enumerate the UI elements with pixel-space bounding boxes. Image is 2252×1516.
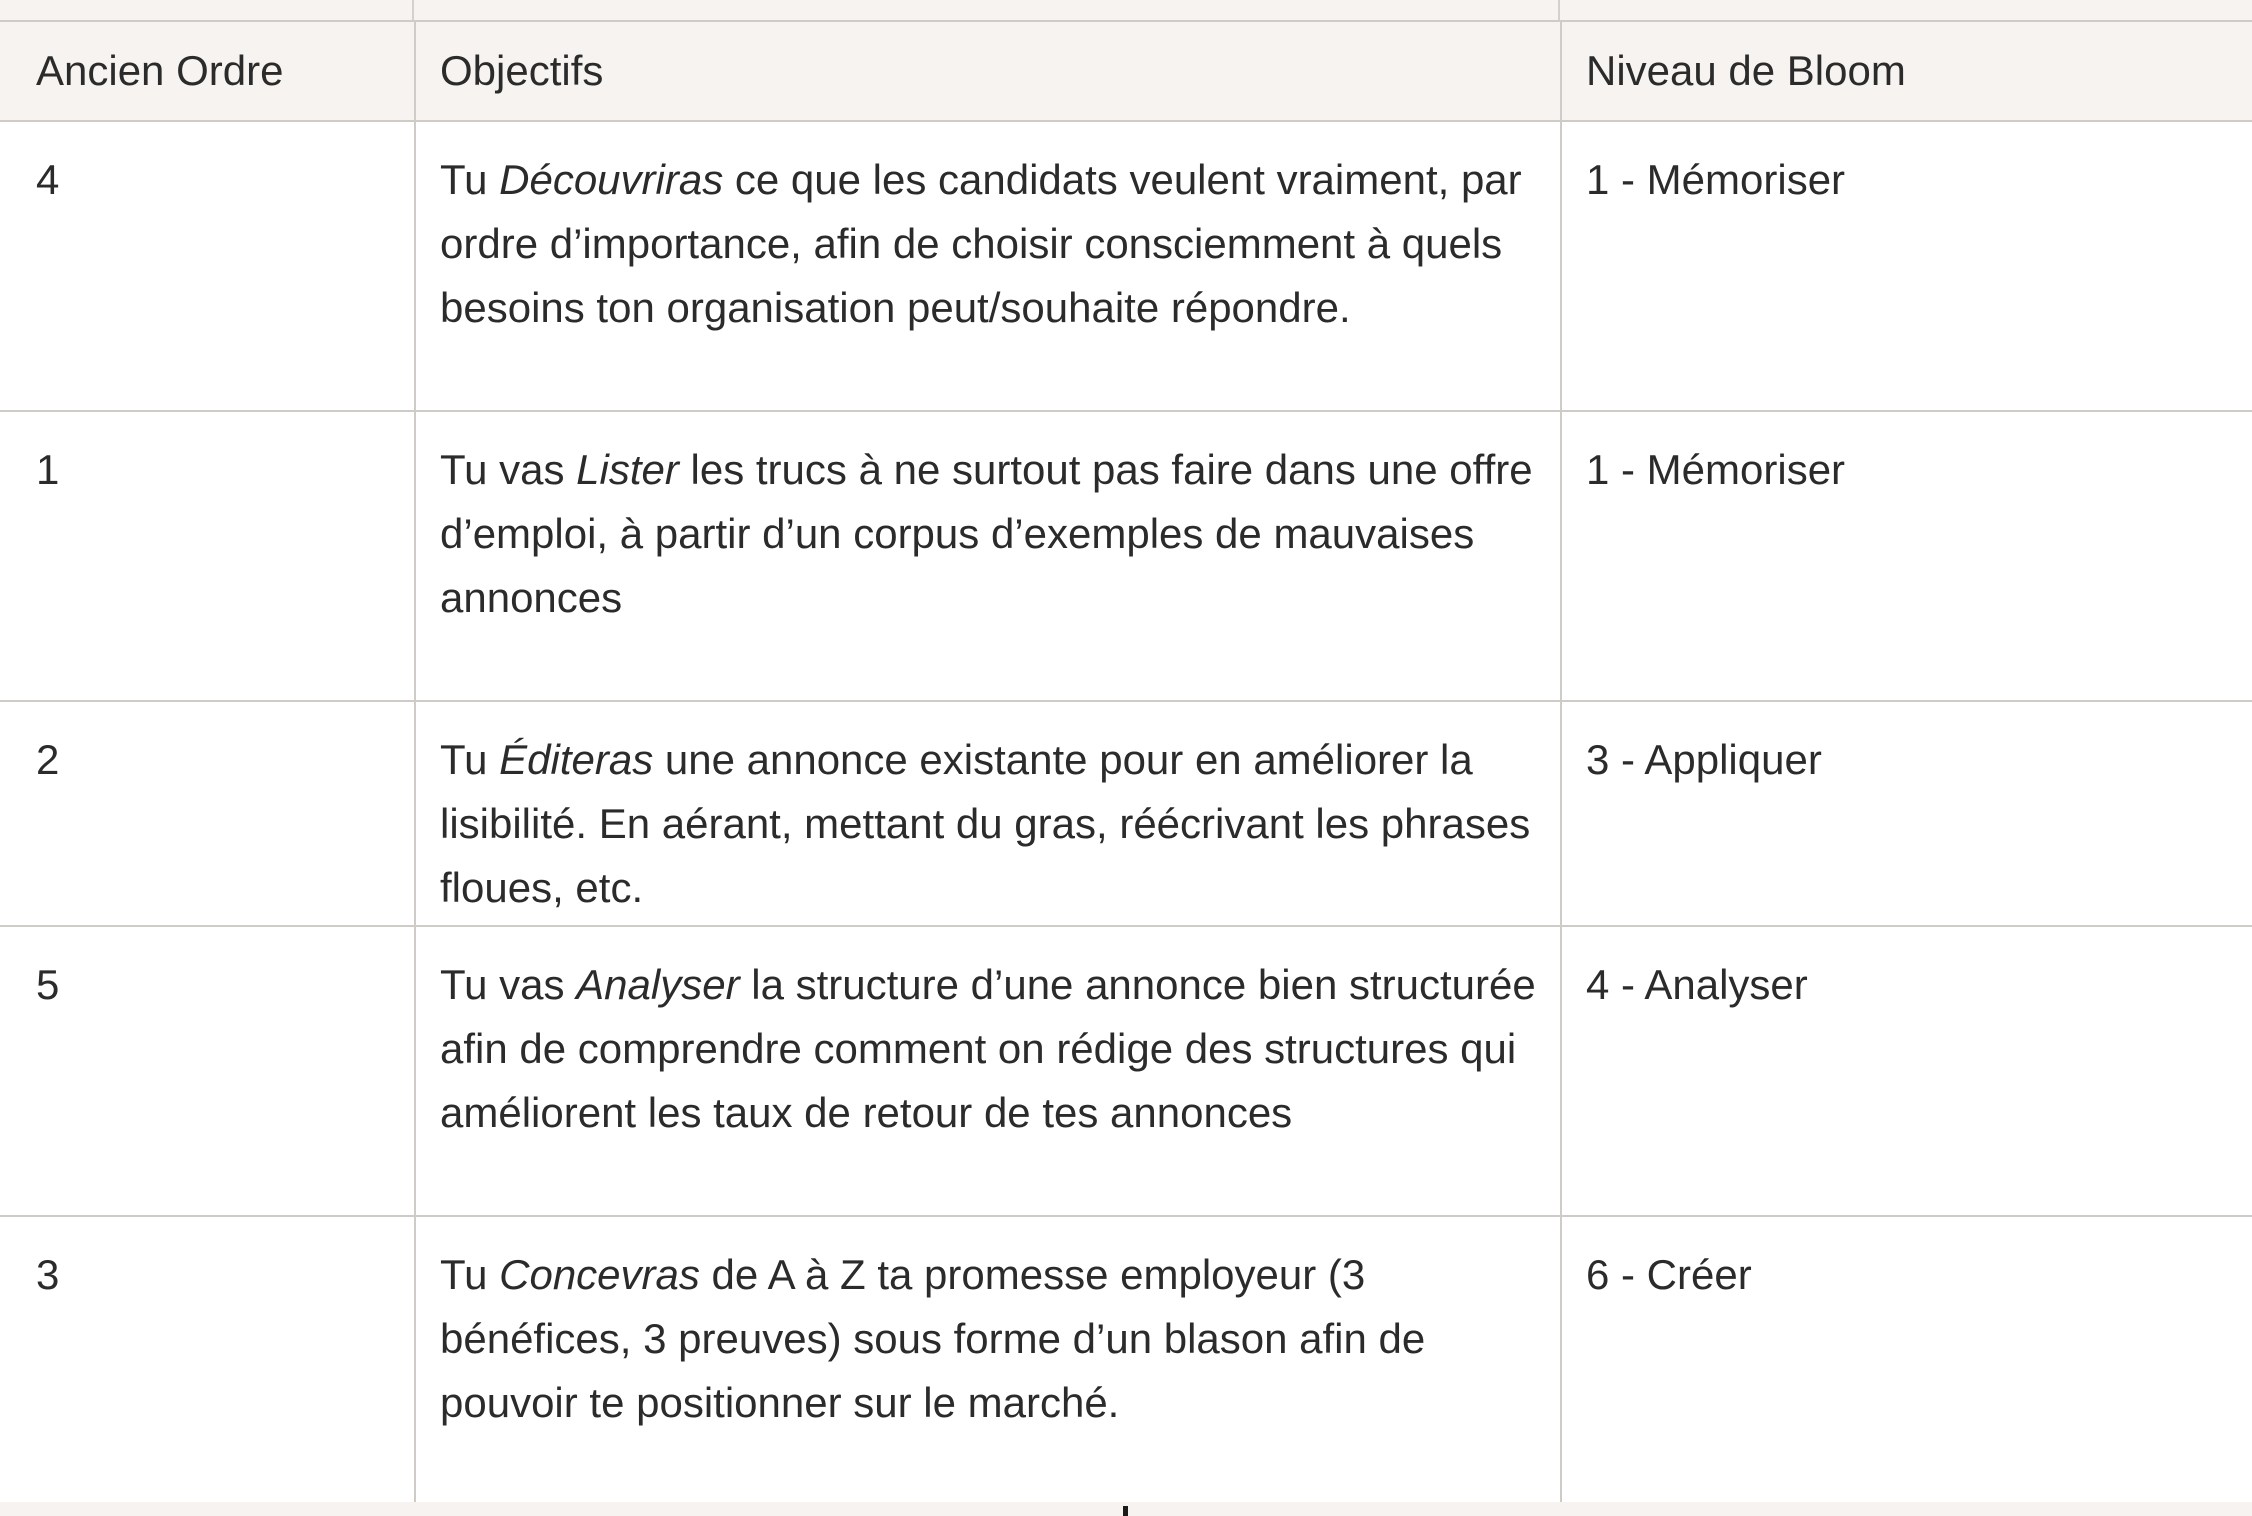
table-row [0, 1216, 2252, 1504]
objective-prefix: Tu [440, 736, 500, 783]
order-cell: 2 [0, 701, 415, 926]
objective-verb: Découvriras [499, 156, 724, 203]
objective-text: les trucs à ne surtout pas faire dans une offre d’emploi, à partir d’un corpus d’exemples de mauvaises annonces [440, 446, 1533, 621]
objective-cell [415, 411, 1561, 701]
table-row [0, 411, 2252, 701]
table-row [0, 121, 2252, 411]
objective-cell [415, 701, 1561, 926]
order-cell: 3 [0, 1216, 415, 1504]
bloom-level-cell: 1 - Mémoriser [1561, 411, 2252, 701]
objective-verb: Concevras [499, 1251, 700, 1298]
objective-verb: Analyser [576, 961, 740, 1008]
objective-prefix: Tu [440, 1251, 500, 1298]
objective-verb: Lister [576, 446, 679, 493]
objective-verb: Éditeras [499, 736, 654, 783]
bloom-level-cell: 1 - Mémoriser [1561, 121, 2252, 411]
table-header-row [0, 21, 2252, 121]
objective-prefix: Tu [440, 156, 500, 203]
column-header-niveau-de-bloom: Niveau de Bloom [1561, 21, 2252, 121]
objective-text: une annonce existante pour en améliorer la lisibilité. En aérant, mettant du gras, réécrivant les phrases floues, etc. [440, 736, 1531, 911]
order-cell: 5 [0, 926, 415, 1216]
column-divider [1558, 0, 1560, 20]
column-divider [412, 0, 414, 20]
order-cell: 4 [0, 121, 415, 411]
bloom-level-cell: 6 - Créer [1561, 1216, 2252, 1504]
objective-text: de A à Z ta promesse employeur (3 bénéfices, 3 preuves) sous forme d’un blason afin de pouvoir te positionner sur le marché. [440, 1251, 1426, 1426]
objectives-table [0, 20, 2252, 1505]
objective-cell [415, 926, 1561, 1216]
bloom-level-cell: 3 - Appliquer [1561, 701, 2252, 926]
bloom-level-cell: 4 - Analyser [1561, 926, 2252, 1216]
objective-text: la structure d’une annonce bien structurée afin de comprendre comment on rédige des structures qui améliorent les taux de retour de tes annonces [440, 961, 1536, 1136]
table-row [0, 926, 2252, 1216]
objective-prefix: Tu vas [440, 961, 577, 1008]
objective-cell [415, 121, 1561, 411]
objective-text: ce que les candidats veulent vraiment, par ordre d’importance, afin de choisir consciemment à quels besoins ton organisation peut/souhaite répondre. [440, 156, 1522, 331]
objective-prefix: Tu vas [440, 446, 577, 493]
order-cell: 1 [0, 411, 415, 701]
table-row [0, 701, 2252, 926]
text-cursor-mark [1123, 1506, 1128, 1516]
column-header-objectifs: Objectifs [415, 21, 1561, 121]
column-header-ancien-ordre: Ancien Ordre [0, 21, 415, 121]
table-top-strip [0, 0, 2252, 22]
objective-cell [415, 1216, 1561, 1504]
